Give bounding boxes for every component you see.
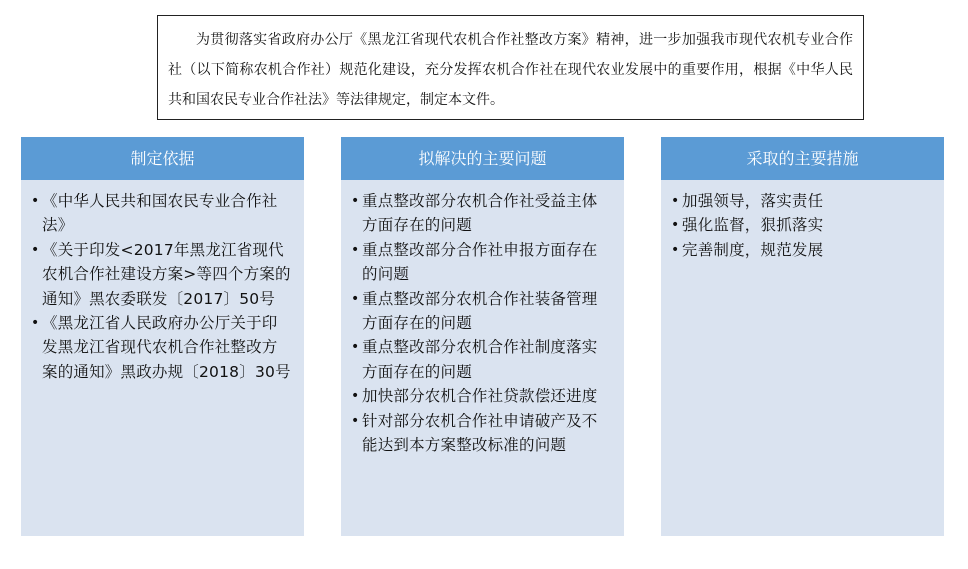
list-item: • 《中华人民共和国农民专业合作社法》 <box>31 189 292 238</box>
list-item: • 《关于印发<2017年黑龙江省现代农机合作社建设方案>等四个方案的通知》黑农委联发〔2017〕50号 <box>31 238 292 311</box>
column-measures-header: 采取的主要措施 <box>661 137 944 180</box>
list-item: • 重点整改部分合作社申报方面存在的问题 <box>351 238 612 287</box>
column-measures-body <box>661 180 944 536</box>
list-item: • 加强领导，落实责任 <box>671 189 932 213</box>
list-item: • 强化监督，狠抓落实 <box>671 213 932 237</box>
column-problems <box>341 137 624 536</box>
list-item: • 《黑龙江省人民政府办公厅关于印发黑龙江省现代农机合作社整改方案的通知》黑政办规〔2018〕30号 <box>31 311 292 384</box>
column-basis-header: 制定依据 <box>21 137 304 180</box>
list-item: • 重点整改部分农机合作社制度落实方面存在的问题 <box>351 335 612 384</box>
list-item: • 重点整改部分农机合作社装备管理方面存在的问题 <box>351 287 612 336</box>
intro-box <box>157 15 864 120</box>
list-item: • 重点整改部分农机合作社受益主体方面存在的问题 <box>351 189 612 238</box>
column-basis-body <box>21 180 304 536</box>
column-problems-body <box>341 180 624 536</box>
column-measures <box>661 137 944 536</box>
list-item: • 针对部分农机合作社申请破产及不能达到本方案整改标准的问题 <box>351 409 612 458</box>
column-basis <box>21 137 304 536</box>
column-problems-header: 拟解决的主要问题 <box>341 137 624 180</box>
list-item: • 完善制度，规范发展 <box>671 238 932 262</box>
intro-text: 为贯彻落实省政府办公厅《黑龙江省现代农机合作社整改方案》精神，进一步加强我市现代农机专业合作社（以下简称农机合作社）规范化建设，充分发挥农机合作社在现代农业发展中的重要作用，根据《中华人民共和国农民专业合作社法》等法律规定，制定本文件。 <box>168 32 853 108</box>
list-item: • 加快部分农机合作社贷款偿还进度 <box>351 384 612 408</box>
